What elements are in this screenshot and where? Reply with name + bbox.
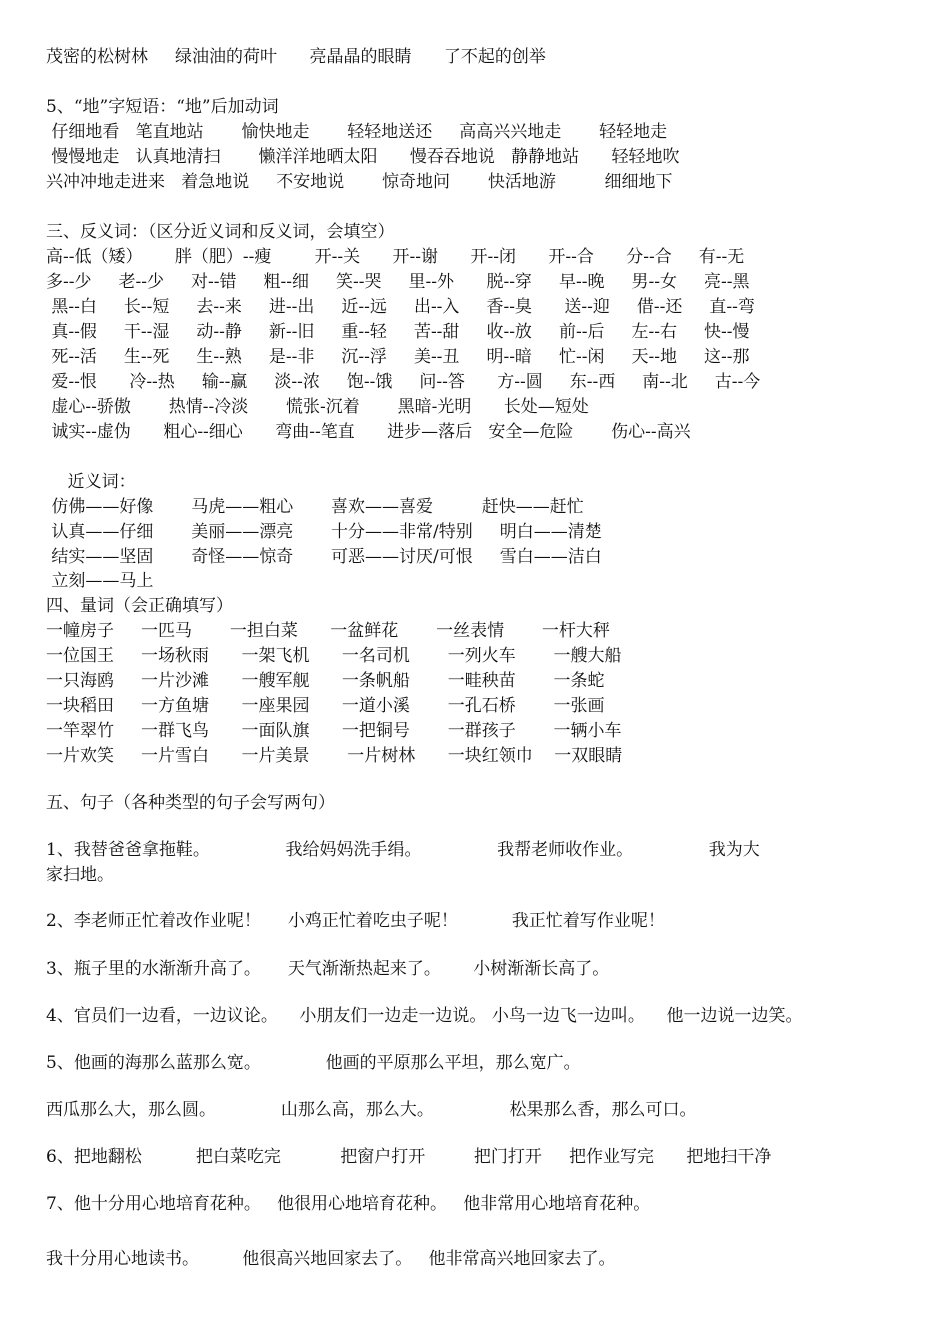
phrase-line: 仔细地看 笔直地站 愉快地走 轻轻地送还 高高兴兴地走 轻轻地走 xyxy=(46,122,668,142)
sentence-line: 西瓜那么大，那么圆。 山那么高，那么大。 松果那么香，那么可口。 xyxy=(46,1100,697,1120)
sentence-line: 6、把地翻松 把白菜吃完 把窗户打开 把门打开 把作业写完 把地扫干净 xyxy=(46,1147,772,1167)
measure-word-line: 一片欢笑 一片雪白 一片美景 一片树林 一块红领巾 一双眼睛 xyxy=(46,746,623,766)
section-heading: 5、“地”字短语：“地”后加动词 xyxy=(46,97,279,117)
sentence-line: 4、官员们一边看，一边议论。 小朋友们一边走一边说。 小鸟一边飞一边叫。 他一边说一边笑。 xyxy=(46,1006,803,1026)
antonym-line: 多--少 老--少 对--错 粗--细 笑--哭 里--外 脱--穿 早--晚 男--女 亮--黑 xyxy=(46,272,750,292)
section-heading: 近义词： xyxy=(46,472,136,492)
antonym-line: 黑--白 长--短 去--来 进--出 近--远 出--入 香--臭 送--迎 借--还 直--弯 xyxy=(46,297,755,317)
phrase-line: 慢慢地走 认真地清扫 懒洋洋地晒太阳 慢吞吞地说 静静地站 轻轻地吹 xyxy=(46,147,680,167)
phrase-line: 兴冲冲地走进来 着急地说 不安地说 惊奇地问 快活地游 细细地下 xyxy=(46,172,673,192)
measure-word-line: 一位国王 一场秋雨 一架飞机 一名司机 一列火车 一艘大船 xyxy=(46,646,622,666)
synonym-line: 仿佛——好像 马虎——粗心 喜欢——喜爱 赶快——赶忙 xyxy=(46,497,584,517)
phrase-line: 茂密的松树林 绿油油的荷叶 亮晶晶的眼睛 了不起的创举 xyxy=(46,47,546,67)
measure-word-line: 一块稻田 一方鱼塘 一座果园 一道小溪 一孔石桥 一张画 xyxy=(46,696,605,716)
measure-word-line: 一幢房子 一匹马 一担白菜 一盆鲜花 一丝表情 一杆大秤 xyxy=(46,621,610,641)
sentence-line: 1、我替爸爸拿拖鞋。 我给妈妈洗手绢。 我帮老师收作业。 我为大 xyxy=(46,840,760,860)
antonym-line: 爱--恨 冷--热 输--赢 淡--浓 饱--饿 问--答 方--圆 东--西 南--北 古--今 xyxy=(46,372,761,392)
sentence-line: 我十分用心地读书。 他很高兴地回家去了。 他非常高兴地回家去了。 xyxy=(46,1249,616,1269)
antonym-line: 虚心--骄傲 热情--冷淡 慌张-沉着 黑暗-光明 长处—短处 xyxy=(46,397,589,417)
sentence-line: 2、李老师正忙着改作业呢！ 小鸡正忙着吃虫子呢！ 我正忙着写作业呢！ xyxy=(46,911,665,931)
antonym-line: 真--假 干--湿 动--静 新--旧 重--轻 苦--甜 收--放 前--后 左--右 快--慢 xyxy=(46,322,750,342)
section-heading: 五、句子（各种类型的句子会写两句） xyxy=(46,793,335,813)
synonym-line: 立刻——马上 xyxy=(46,571,154,591)
measure-word-line: 一竿翠竹 一群飞鸟 一面队旗 一把铜号 一群孩子 一辆小车 xyxy=(46,721,622,741)
sentence-line: 3、瓶子里的水渐渐升高了。 天气渐渐热起来了。 小树渐渐长高了。 xyxy=(46,959,610,979)
antonym-line: 高--低（矮） 胖（肥）--瘦 开--关 开--谢 开--闭 开--合 分--合 有--无 xyxy=(46,247,745,267)
sentence-line: 5、他画的海那么蓝那么宽。 他画的平原那么平坦，那么宽广。 xyxy=(46,1053,581,1073)
antonym-line: 死--活 生--死 生--熟 是--非 沉--浮 美--丑 明--暗 忙--闲 天--地 这--那 xyxy=(46,347,750,367)
sentence-line: 7、他十分用心地培育花种。 他很用心地培育花种。 他非常用心地培育花种。 xyxy=(46,1194,651,1214)
antonym-line: 诚实--虚伪 粗心--细心 弯曲--笔直 进步—落后 安全—危险 伤心--高兴 xyxy=(46,422,691,442)
synonym-line: 结实——坚固 奇怪——惊奇 可恶——讨厌/可恨 雪白——洁白 xyxy=(46,547,602,567)
sentence-line: 家扫地。 xyxy=(46,865,114,885)
measure-word-line: 一只海鸥 一片沙滩 一艘军舰 一条帆船 一畦秧苗 一条蛇 xyxy=(46,671,605,691)
synonym-line: 认真——仔细 美丽——漂亮 十分——非常/特别 明白——清楚 xyxy=(46,522,602,542)
section-heading: 四、量词（会正确填写） xyxy=(46,596,233,616)
section-heading: 三、反义词：（区分近义词和反义词，会填空） xyxy=(46,222,395,242)
